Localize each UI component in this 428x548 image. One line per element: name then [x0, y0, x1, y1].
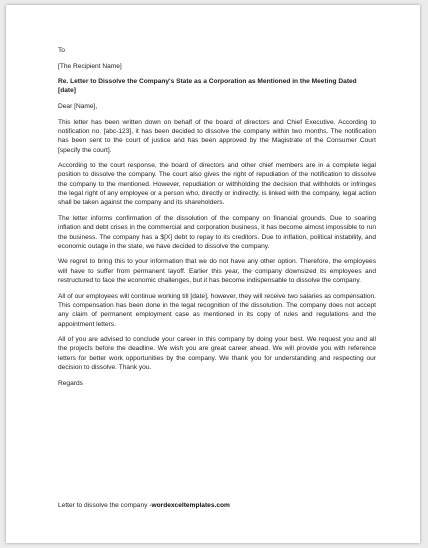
closing: Regards	[58, 379, 83, 387]
letter-body	[58, 46, 376, 394]
document-page	[6, 5, 420, 543]
paragraph-3: The letter informs confirmation of the dissolution of the company on financial grounds. Due to soaring inflation and debt crises in the commercial and corporation business, it has become almost impossible to run the business. The company has a $[X] debt to repay to its creditors. Due to inflation, political instability, and economic outage in the state, we have decided to dissolve the company.	[58, 214, 376, 250]
paragraph-6: All of you are advised to conclude your career in this company by doing your best. We request you and all the projects before the deadline. We wish you are great career ahead. We will provide you with reference letters for better work opportunities by the company. We thank you for understanding and respecting our decision to dissolve. Thank you.	[58, 336, 376, 371]
paragraph-2: According to the court response, the board of directors and other chief members are in a complete legal position to dissolve the company. The court also gives the right of repudiation of the notification to dissolve the company to the mentioned. However, repudiation or withholding the decision that withholds or infringes the legal right of any employee or a person who, directly or indirectly, is linked with the company, legal action shall be taken against the company and its shareholders.	[58, 162, 376, 207]
recipient-name: [The Recipient Name]	[58, 62, 122, 70]
footer-brand: wordexceltemplates.com	[151, 502, 230, 509]
page-footer	[58, 502, 230, 509]
letter-subject: Re. Letter to Dissolve the Company's State as a Corporation as Mentioned in the Meeting Dated [date]	[58, 78, 357, 95]
salutation: Dear [Name],	[58, 103, 98, 111]
paragraph-1: This letter has been written down on behalf of the board of directors and Chief Executive. According to notification no. [abc-123], it has been decided to dissolve the company within two months. The notification has been sent to the court of justice and has been approved by the Magistrate of the Consumer Court [specify the court].	[58, 118, 376, 154]
paragraph-4: We regret to bring this to your information that we do not have any other option. Therefore, the employees will have to suffer from permanent layoff. Earlier this year, the company downsized its employees and restructured to face the economic challenges, but it has become indispensable to dissolve the company.	[58, 258, 376, 285]
footer-separator: -	[147, 502, 152, 509]
paragraph-5: All of our employees will continue working till [date], however, they will receive two salaries as compensation. This compensation has been done in the legal recognition of the dissolution. The company does not accept any claim of permanent employment case as mentioned in its copy of rules and regulations and the appointment letters.	[58, 292, 376, 328]
footer-caption: Letter to dissolve the company	[58, 502, 148, 509]
to-label: To	[58, 47, 65, 54]
